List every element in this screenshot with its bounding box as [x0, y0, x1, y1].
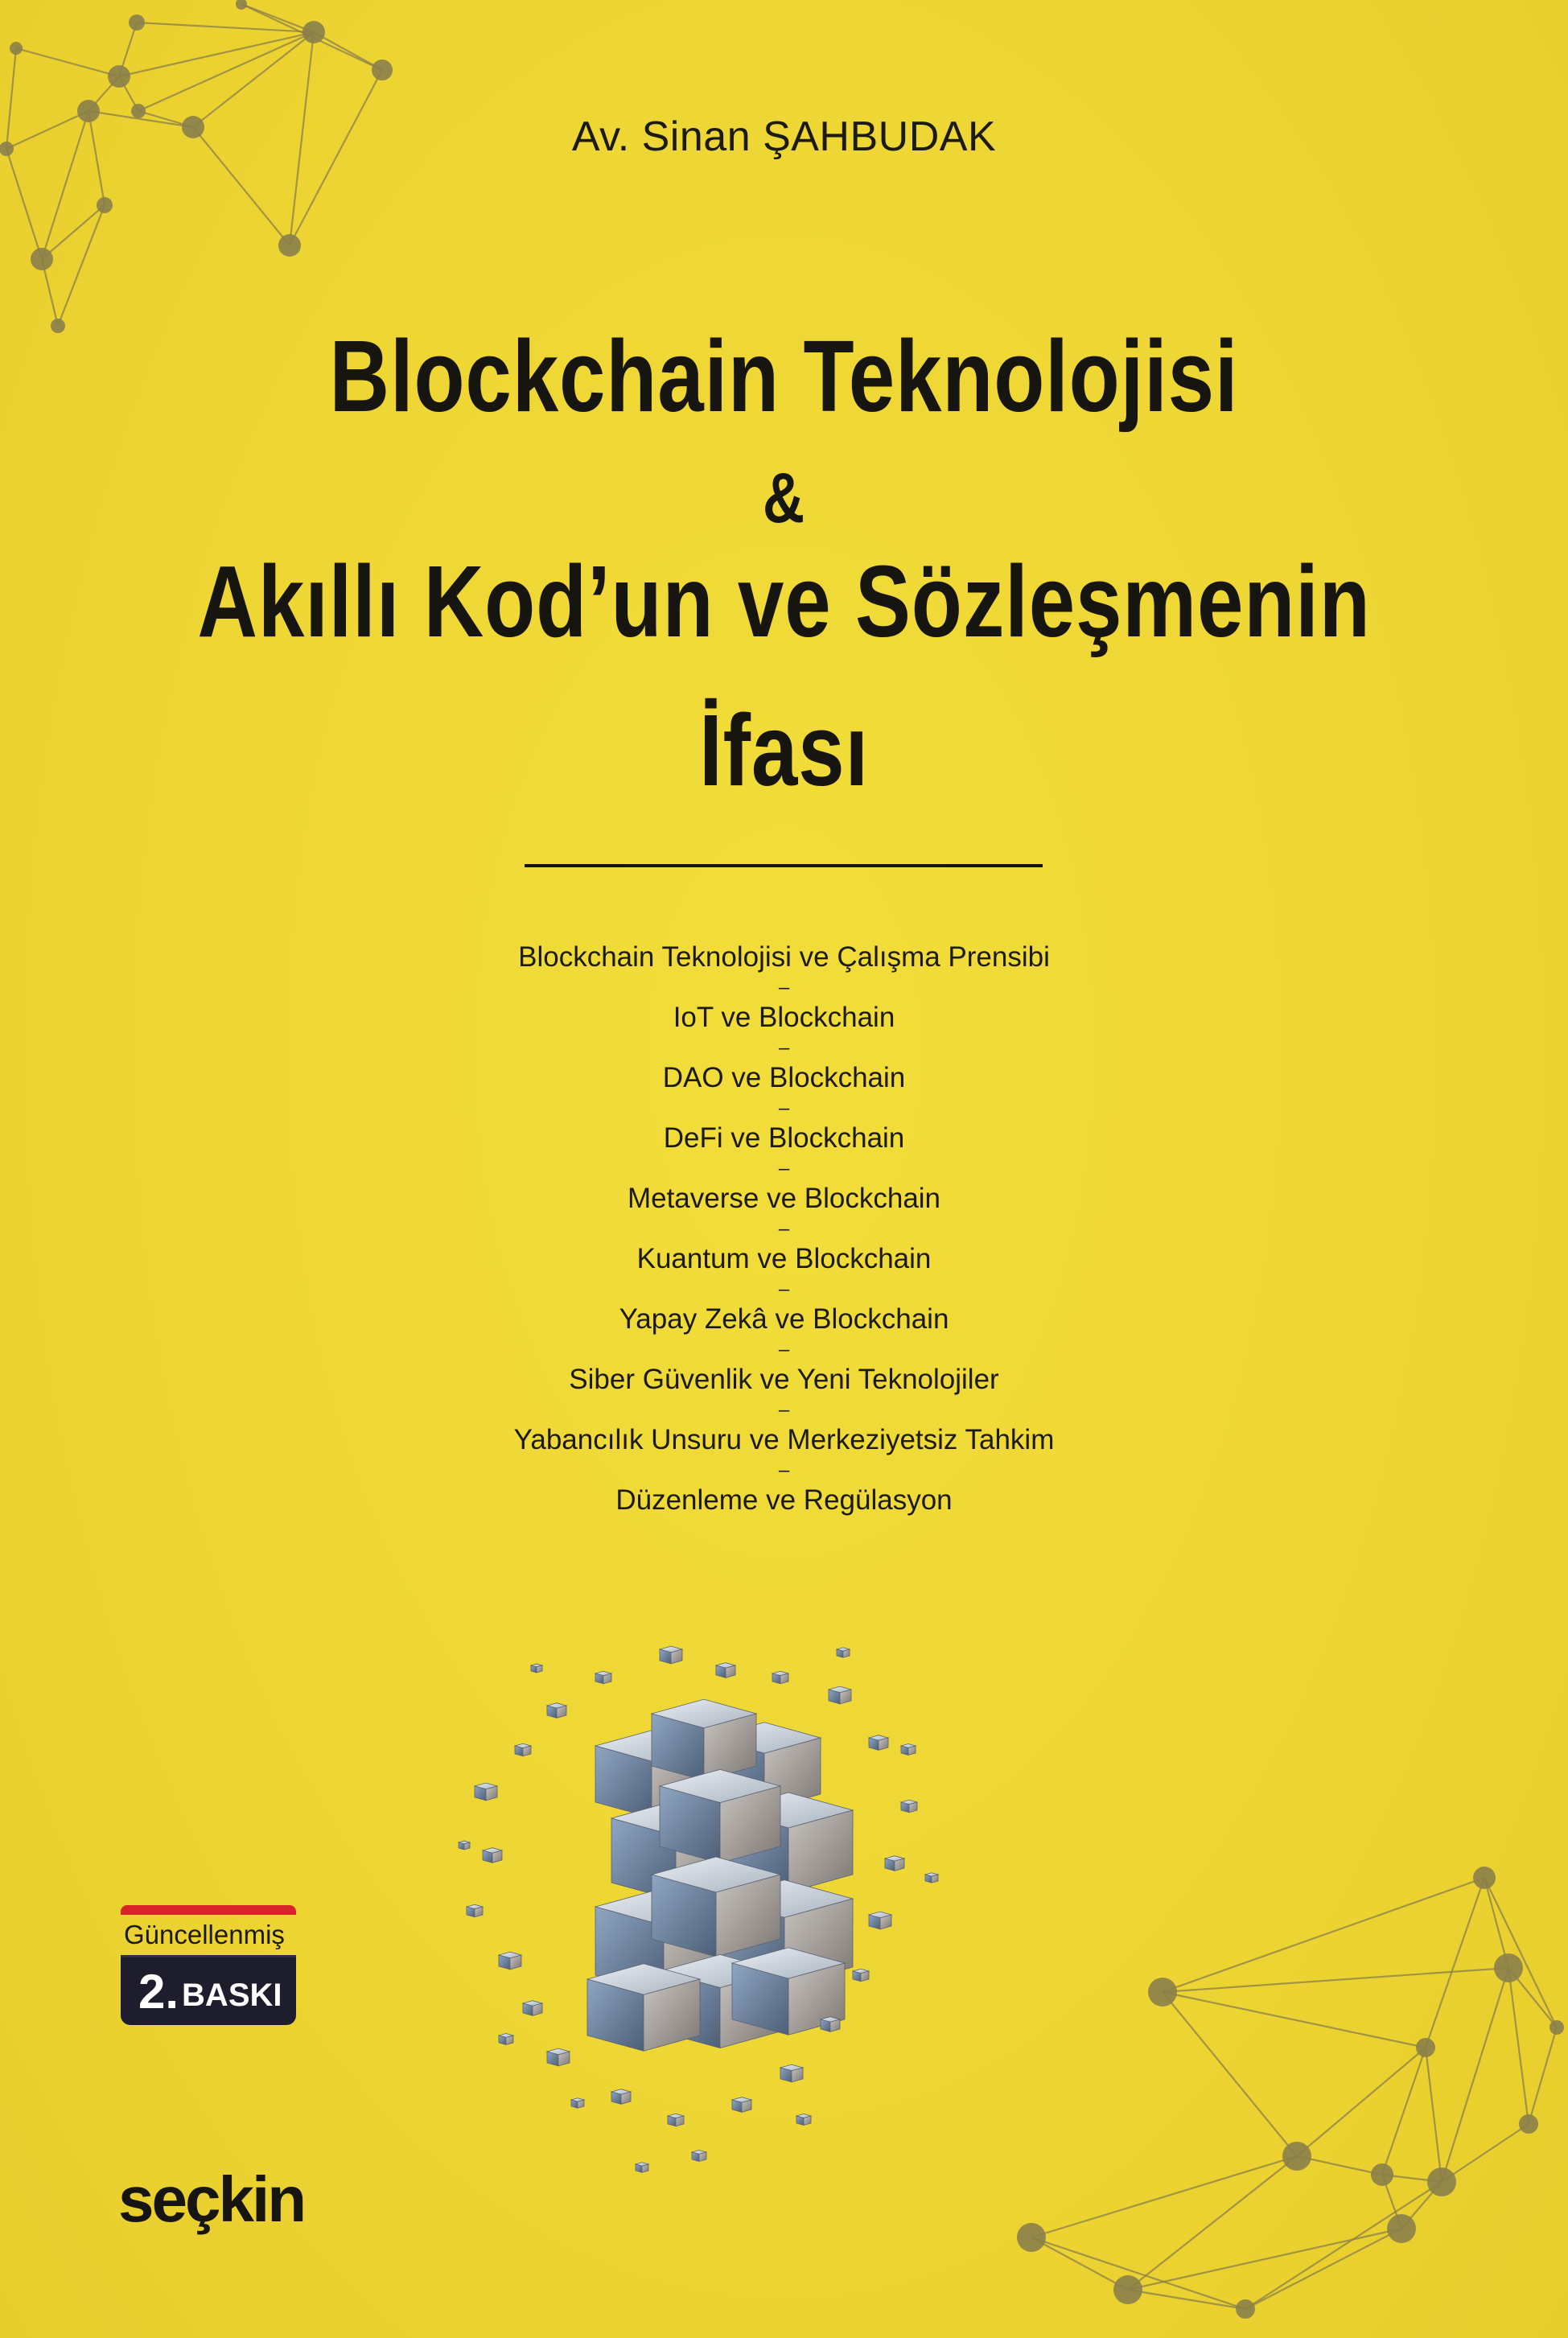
cube-face [843, 1649, 850, 1657]
topic-list [0, 940, 1568, 1518]
badge-edition-number: 2. [138, 1964, 179, 2019]
network-node [31, 248, 53, 270]
network-node [236, 0, 247, 10]
network-node [1427, 2167, 1456, 2196]
network-edge [58, 205, 105, 326]
title-line-2: Akıllı Kod’un ve Sözleşmenin [197, 545, 1371, 658]
network-node [1549, 2020, 1564, 2035]
blockchain-cube-illustration [451, 1617, 1094, 2196]
cube-face [531, 1665, 537, 1673]
topic-item: Metaverse ve Blockchain [627, 1183, 941, 1214]
publisher-logo: seçkin [118, 2163, 305, 2235]
topic-item: Düzenleme ve Regülasyon [615, 1484, 953, 1516]
network-edge [1442, 2124, 1529, 2182]
cube-face [459, 1842, 464, 1850]
badge-edition-box [121, 1955, 296, 2025]
network-node [278, 234, 301, 257]
title-ampersand: & [763, 458, 805, 537]
topic-item: IoT ve Blockchain [673, 1002, 895, 1033]
network-node [1473, 1867, 1496, 1889]
network-edge [138, 32, 314, 111]
cube-face [642, 2164, 648, 2172]
network-edge [1529, 2027, 1557, 2124]
network-edge [1128, 2229, 1401, 2290]
network-node [1519, 2114, 1538, 2134]
network-node [10, 42, 23, 55]
topic-separator: – [778, 1278, 790, 1300]
badge-red-bar [121, 1905, 296, 1915]
network-node [1236, 2299, 1255, 2319]
network-node [1494, 1953, 1523, 1982]
network-node [372, 60, 393, 80]
topic-separator: – [778, 977, 790, 998]
title-divider [525, 864, 1043, 867]
network-edge [1245, 2229, 1401, 2309]
network-graphic-bottom-right-edges [1017, 1867, 1564, 2319]
network-edge [1163, 1968, 1508, 1992]
network-node [1387, 2214, 1416, 2243]
cube-face [908, 1746, 916, 1755]
network-edge [1426, 2048, 1442, 2182]
cube-face [578, 2100, 584, 2108]
network-node [1148, 1978, 1177, 2007]
network-edge [16, 48, 119, 76]
topic-separator: – [778, 1158, 790, 1179]
cube-face [464, 1842, 470, 1850]
author-name: Av. Sinan ŞAHBUDAK [571, 113, 997, 160]
cube-face [804, 2116, 811, 2125]
network-edge [1128, 2156, 1297, 2290]
topic-separator: – [778, 1339, 790, 1360]
cube-face [692, 2152, 699, 2161]
network-edge [6, 149, 42, 259]
topic-item: Yabancılık Unsuru ve Merkeziyetsiz Tahkim [513, 1424, 1055, 1455]
topic-item: Kuantum ve Blockchain [636, 1243, 932, 1274]
network-node [1017, 2223, 1046, 2252]
network-edge [1426, 1878, 1484, 2048]
network-node [1282, 2142, 1311, 2171]
network-edge [1245, 2182, 1442, 2309]
network-edge [1484, 1878, 1557, 2027]
network-node [97, 197, 113, 213]
topic-item: Siber Güvenlik ve Yeni Teknolojiler [569, 1364, 999, 1395]
network-edge [1163, 1878, 1484, 1992]
network-edge [1508, 1968, 1529, 2124]
network-graphic-top-left-edges [0, 0, 393, 333]
cube-face [506, 2035, 513, 2044]
title-line-3: İfası [699, 694, 869, 807]
network-node [302, 21, 325, 43]
network-node [1416, 2038, 1435, 2057]
topic-item: DeFi ve Blockchain [663, 1122, 905, 1154]
title-line-1: Blockchain Teknolojisi [329, 319, 1239, 433]
cube-face [699, 2152, 706, 2161]
cube-face [636, 2164, 642, 2172]
network-node [51, 319, 65, 333]
network-edge [1442, 1968, 1508, 2182]
network-node [1371, 2163, 1393, 2186]
network-node [129, 14, 145, 31]
topic-separator: – [778, 1399, 790, 1421]
topic-item: Blockchain Teknolojisi ve Çalışma Prensibi [518, 941, 1050, 973]
network-edge [137, 23, 314, 32]
cube-face [796, 2116, 804, 2125]
topic-separator: – [778, 1218, 790, 1240]
topic-item: Yapay Zekâ ve Blockchain [619, 1303, 949, 1335]
badge-edition-word: BASKI [182, 1977, 282, 2013]
topic-separator: – [778, 1459, 790, 1481]
edition-badge [121, 1905, 296, 2025]
cube-face [932, 1875, 938, 1883]
topic-separator: – [778, 1097, 790, 1119]
network-node [1113, 2275, 1142, 2304]
network-edge [1031, 2237, 1128, 2290]
cube-face [571, 2100, 578, 2108]
topic-separator: – [778, 1037, 790, 1059]
cube-face [537, 1665, 542, 1673]
network-node [108, 65, 130, 88]
network-edge [1128, 2290, 1245, 2309]
cube-face [901, 1746, 908, 1755]
badge-updated-label: Güncellenmiş [124, 1920, 285, 1949]
cube-face [499, 2035, 506, 2044]
cube-face [925, 1875, 932, 1883]
topic-item: DAO ve Blockchain [662, 1062, 906, 1093]
cube-face [837, 1649, 843, 1657]
